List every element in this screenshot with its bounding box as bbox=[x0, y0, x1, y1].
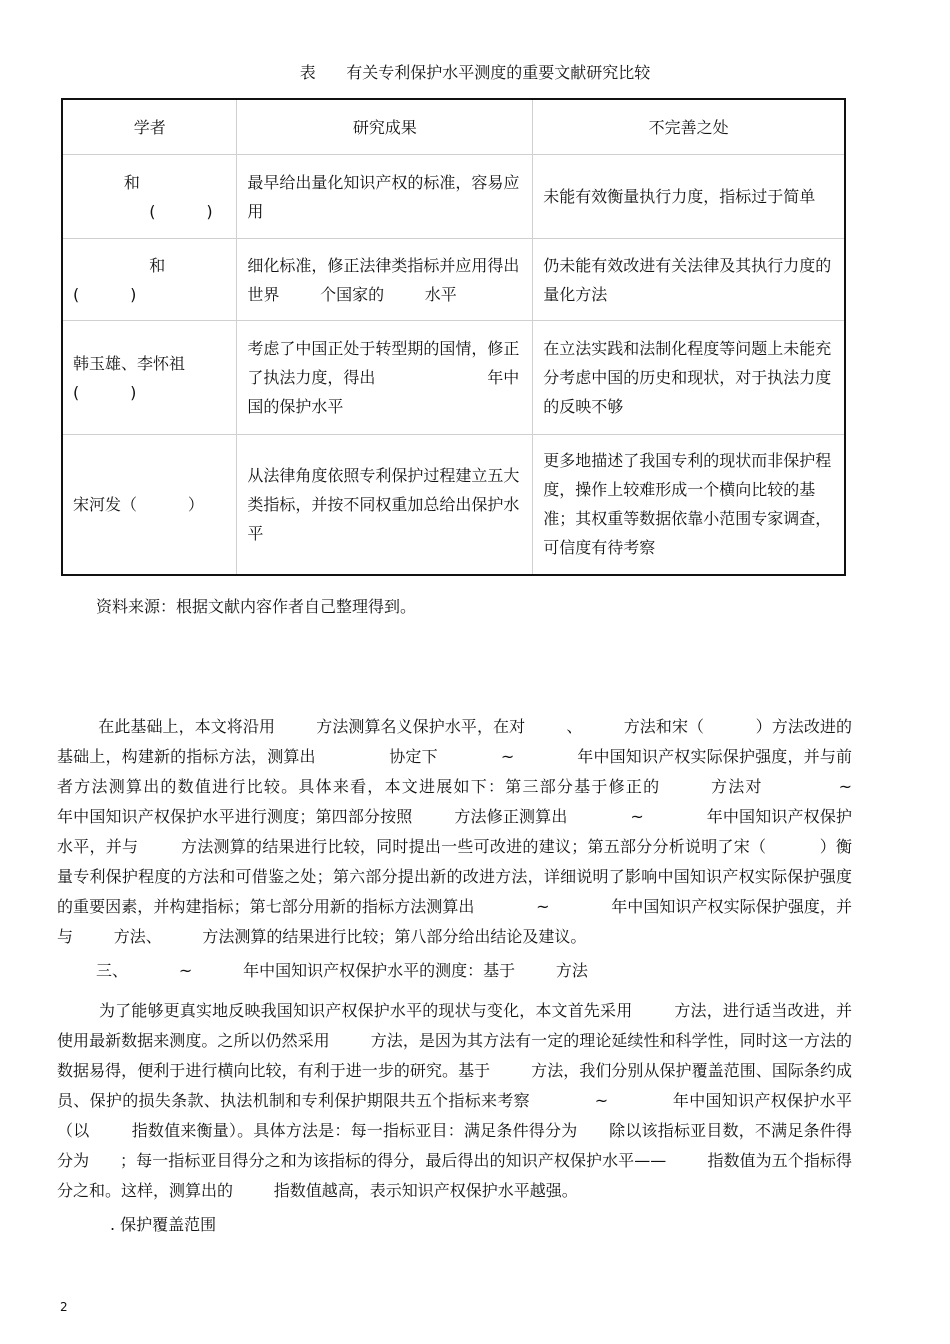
subsection-heading: . 保护覆盖范围 bbox=[110, 1215, 217, 1234]
body-paragraph-1: 在此基础上，本文将沿用 方法测算名义保护水平，在对 、 方法和宋（ ）方法改进的基础上，构建新的指标方法，测算出 协定下 ~ 年中国知识产权实际保护强度，并与前者方法测算出的数值进行比较。具体来看，本文进展如下：第三部分基于修正的 方法对 ~ 年中国知识产权保护水平进行测度；第四部分按照 方法修正测算出 ~ 年中国知识产权保护水平，并与 方法测算的结果进行比较，同时提出一些可改进的建议；第五部分分析说明了宋（ ）衡量专利保护程度的方法和可借鉴之处；第六部分提出新的改进方法，详细说明了影响中国知识产权实际保护强度的重要因素，并构建指标；第七部分用新的指标方法测算出 ~ 年中国知识产权实际保护强度，并与 方法、 方法测算的结果进行比较；第八部分给出结论及建议。 bbox=[57, 717, 914, 946]
cell-findings: 最早给出量化知识产权的标准，容易应用 bbox=[237, 155, 533, 239]
cell-shortcomings: 未能有效衡量执行力度，指标过于简单 bbox=[533, 155, 845, 239]
table-caption: 表 有关专利保护水平测度的重要文献研究比较 bbox=[299, 63, 651, 82]
section-heading-3: 三、 ~ 年中国知识产权保护水平的测度：基于 方法 bbox=[96, 961, 588, 980]
literature-comparison-table bbox=[61, 98, 846, 576]
table-row bbox=[62, 435, 845, 575]
cell-findings: 考虑了中国正处于转型期的国情，修正了执法力度，得出 年中国的保护水平 bbox=[237, 321, 533, 435]
page-number: 2 bbox=[60, 1300, 68, 1314]
cell-scholar: 宋河发（ ） bbox=[62, 435, 237, 575]
cell-shortcomings: 在立法实践和法制化程度等问题上未能充分考虑中国的历史和现状，对于执法力度的反映不够 bbox=[533, 321, 845, 435]
cell-findings: 从法律角度依照专利保护过程建立五大类指标，并按不同权重加总给出保护水平 bbox=[237, 435, 533, 575]
cell-scholar: 韩玉雄、李怀祖 ( ) bbox=[62, 321, 237, 435]
cell-scholar: 和 ( ) bbox=[62, 155, 237, 239]
cell-scholar: 和 ( ) bbox=[62, 239, 237, 321]
source-note: 资料来源：根据文献内容作者自己整理得到。 bbox=[96, 597, 417, 616]
cell-shortcomings: 仍未能有效改进有关法律及其执行力度的量化方法 bbox=[533, 239, 845, 321]
table-row bbox=[62, 155, 845, 239]
body-paragraph-2: 为了能够更真实地反映我国知识产权保护水平的现状与变化，本文首先采用 方法，进行适当改进，并使用最新数据来测度。之所以仍然采用 方法，是因为其方法有一定的理论延续性和科学性，同时这一方法的数据易得，便利于进行横向比较，有利于进一步的研究。基于 方法，我们分别从保护覆盖范围、国际条约成员、保护的损失条款、执法机制和专利保护期限共五个指标来考察 ~ 年中国知识产权保护水平（以 指数值来衡量）。具体方法是：每一指标亚目：满足条件得分为 除以该指标亚目数，不满足条件得分为 ；每一指标亚目得分之和为该指标的得分，最后得出的知识产权保护水平—— 指数值为五个指标得分之和。这样，测算出的 指数值越高，表示知识产权保护水平越强。 bbox=[57, 1001, 852, 1200]
table-header-row bbox=[62, 99, 845, 155]
header-scholar: 学者 bbox=[62, 99, 237, 155]
cell-shortcomings: 更多地描述了我国专利的现状而非保护程度，操作上较难形成一个横向比较的基准；其权重等数据依靠小范围专家调查，可信度有待考察 bbox=[533, 435, 845, 575]
table-row bbox=[62, 239, 845, 321]
header-findings: 研究成果 bbox=[237, 99, 533, 155]
cell-findings: 细化标准，修正法律类指标并应用得出世界 个国家的 水平 bbox=[237, 239, 533, 321]
header-shortcomings: 不完善之处 bbox=[533, 99, 845, 155]
table-row bbox=[62, 321, 845, 435]
